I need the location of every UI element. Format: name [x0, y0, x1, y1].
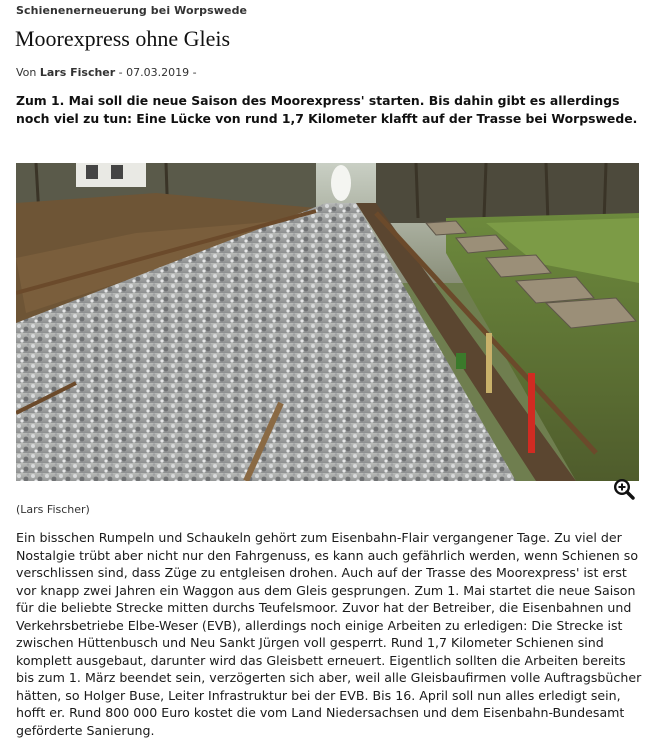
article-kicker: Schienenerneuerung bei Worpswede	[16, 4, 248, 17]
article-byline	[16, 66, 197, 79]
publish-date: - 07.03.2019 -	[115, 66, 197, 79]
photo-caption: (Lars Fischer)	[16, 503, 90, 516]
photo-railway-track-bed	[16, 163, 639, 481]
byline-prefix: Von	[16, 66, 40, 79]
zoom-in-icon[interactable]	[613, 478, 635, 500]
article-body: Ein bisschen Rumpeln und Schaukeln gehört zum Eisenbahn-Flair vergangener Tage. Zu viel der Nostalgie trübt aber nicht nur den Fahrgenuss, es kann auch gefährlich werden, wenn Schienen so verschlissen sind, dass Züge zu entgleisen drohen. Auch auf der Trasse des Moorexpress' ist erst vor knapp zwei Jahren ein Waggon aus dem Gleis gesprungen. Zum 1. Mai startet die neue Saison für die beliebte Strecke mitten durchs Teufelsmoor. Zuvor hat der Betreiber, die Eisenbahnen und Verkehrsbetriebe Elbe-Weser (EVB), allerdings noch einige Arbeiten zu erledigen: Die Strecke ist zwischen Hüttenbusch und Neu Sankt Jürgen voll gesperrt. Rund 1,7 Kilometer Schienen sind komplett ausgebaut, darunter wird das Gleisbett erneuert. Eigentlich sollten die Arbeiten bereits bis zum 1. März beendet sein, verzögerten sich aber, weil alle Gleisbaufirmen volle Auftragsbücher hätten, so Holger Buse, Leiter Infrastruktur bei der EVB. Bis 16. April soll nun alles erledigt sein, hofft er. Rund 800 000 Euro kostet die vom Land Niedersachsen und dem Eisenbahn-Bundesamt geförderte Sanierung.	[16, 530, 642, 738]
article-photo[interactable]	[16, 163, 639, 481]
article-teaser: Zum 1. Mai soll die neue Saison des Moorexpress' starten. Bis dahin gibt es allerdings noch viel zu tun: Eine Lücke von rund 1,7 Kilometer klafft auf der Trasse bei Worpswede.	[16, 93, 638, 126]
article-headline: Moorexpress ohne Gleis	[15, 26, 231, 51]
author-name[interactable]: Lars Fischer	[39, 66, 116, 79]
